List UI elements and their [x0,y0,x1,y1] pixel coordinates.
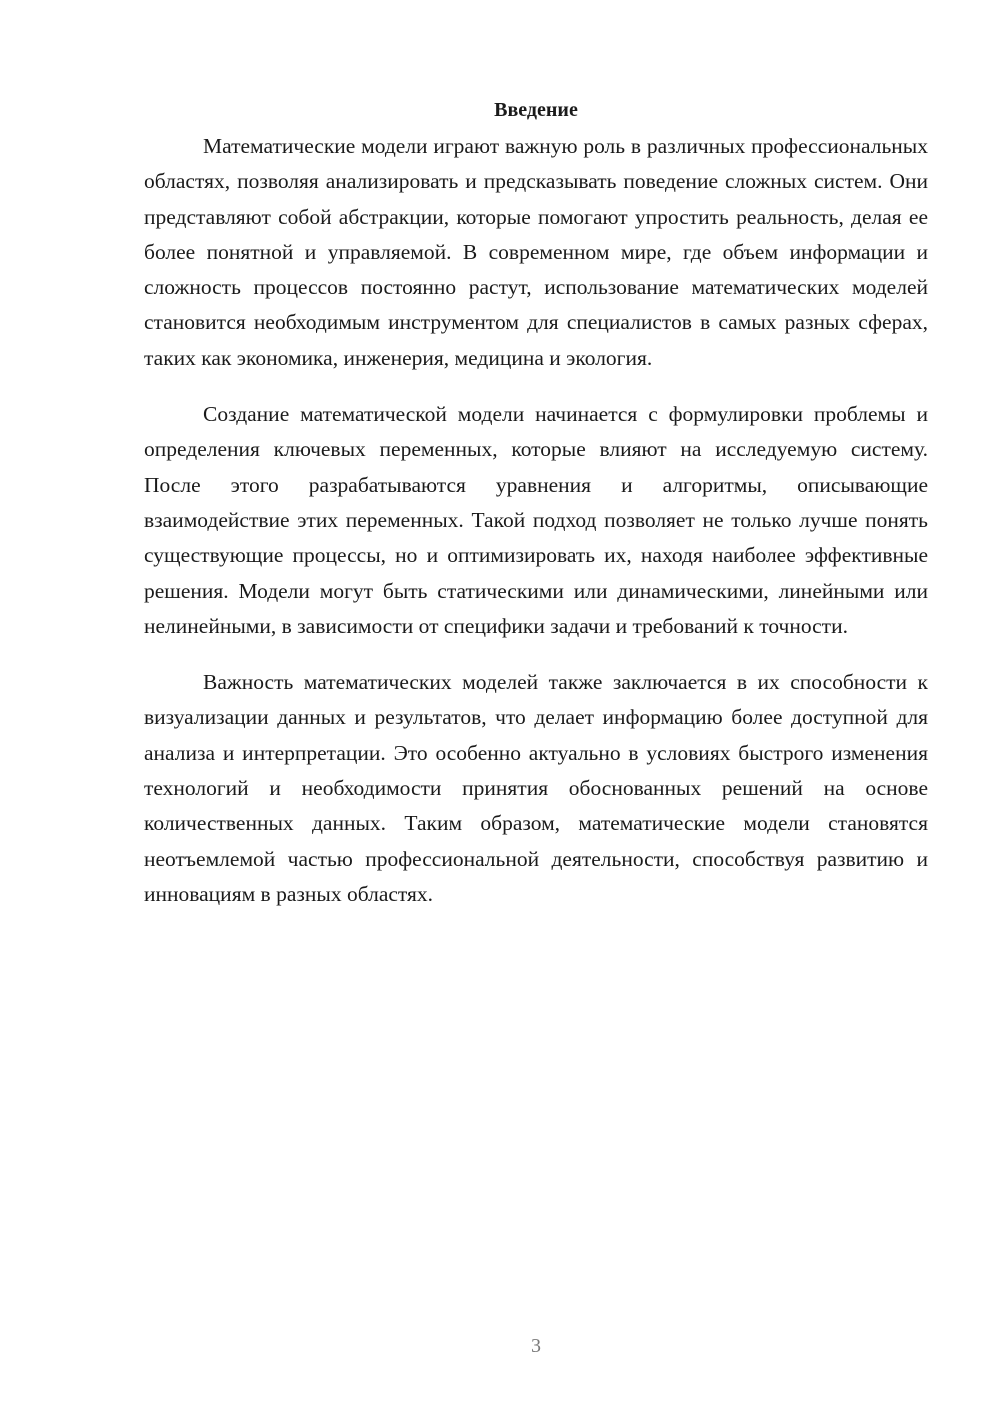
paragraph-1: Математические модели играют важную роль в различных профессиональных областях, позволяя анализировать и предсказывать поведение сложных систем. Они представляют собой абстракции, которые помогают упростить реальность, делая ее более понятной и управляемой. В современном мире, где объем информации и сложность процессов постоянно растут, использование математических моделей становится необходимым инструментом для специалистов в самых разных сферах, таких как экономика, инженерия, медицина и экология. [144,134,928,370]
paragraph-2: Создание математической модели начинается с формулировки проблемы и определения ключевых переменных, которые влияют на исследуемую систему. После этого разрабатываются уравнения и алгоритмы, описывающие взаимодействие этих переменных. Такой подход позволяет не только лучше понять существующие процессы, но и оптимизировать их, находя наиболее эффективные решения. Модели могут быть статическими или динамическими, линейными или нелинейными, в зависимости от специфики задачи и требований к точности. [144,402,928,638]
section-heading: Введение [494,99,578,121]
paragraph-3: Важность математических моделей также заключается в их способности к визуализации данных и результатов, что делает информацию более доступной для анализа и интерпретации. Это особенно актуально в условиях быстрого изменения технологий и необходимости принятия обоснованных решений на основе количественных данных. Таким образом, математические модели становятся неотъемлемой частью профессиональной деятельности, способствуя развитию и инновациям в разных областях. [144,670,928,906]
page-content [144,92,928,912]
page-number: 3 [531,1335,541,1357]
